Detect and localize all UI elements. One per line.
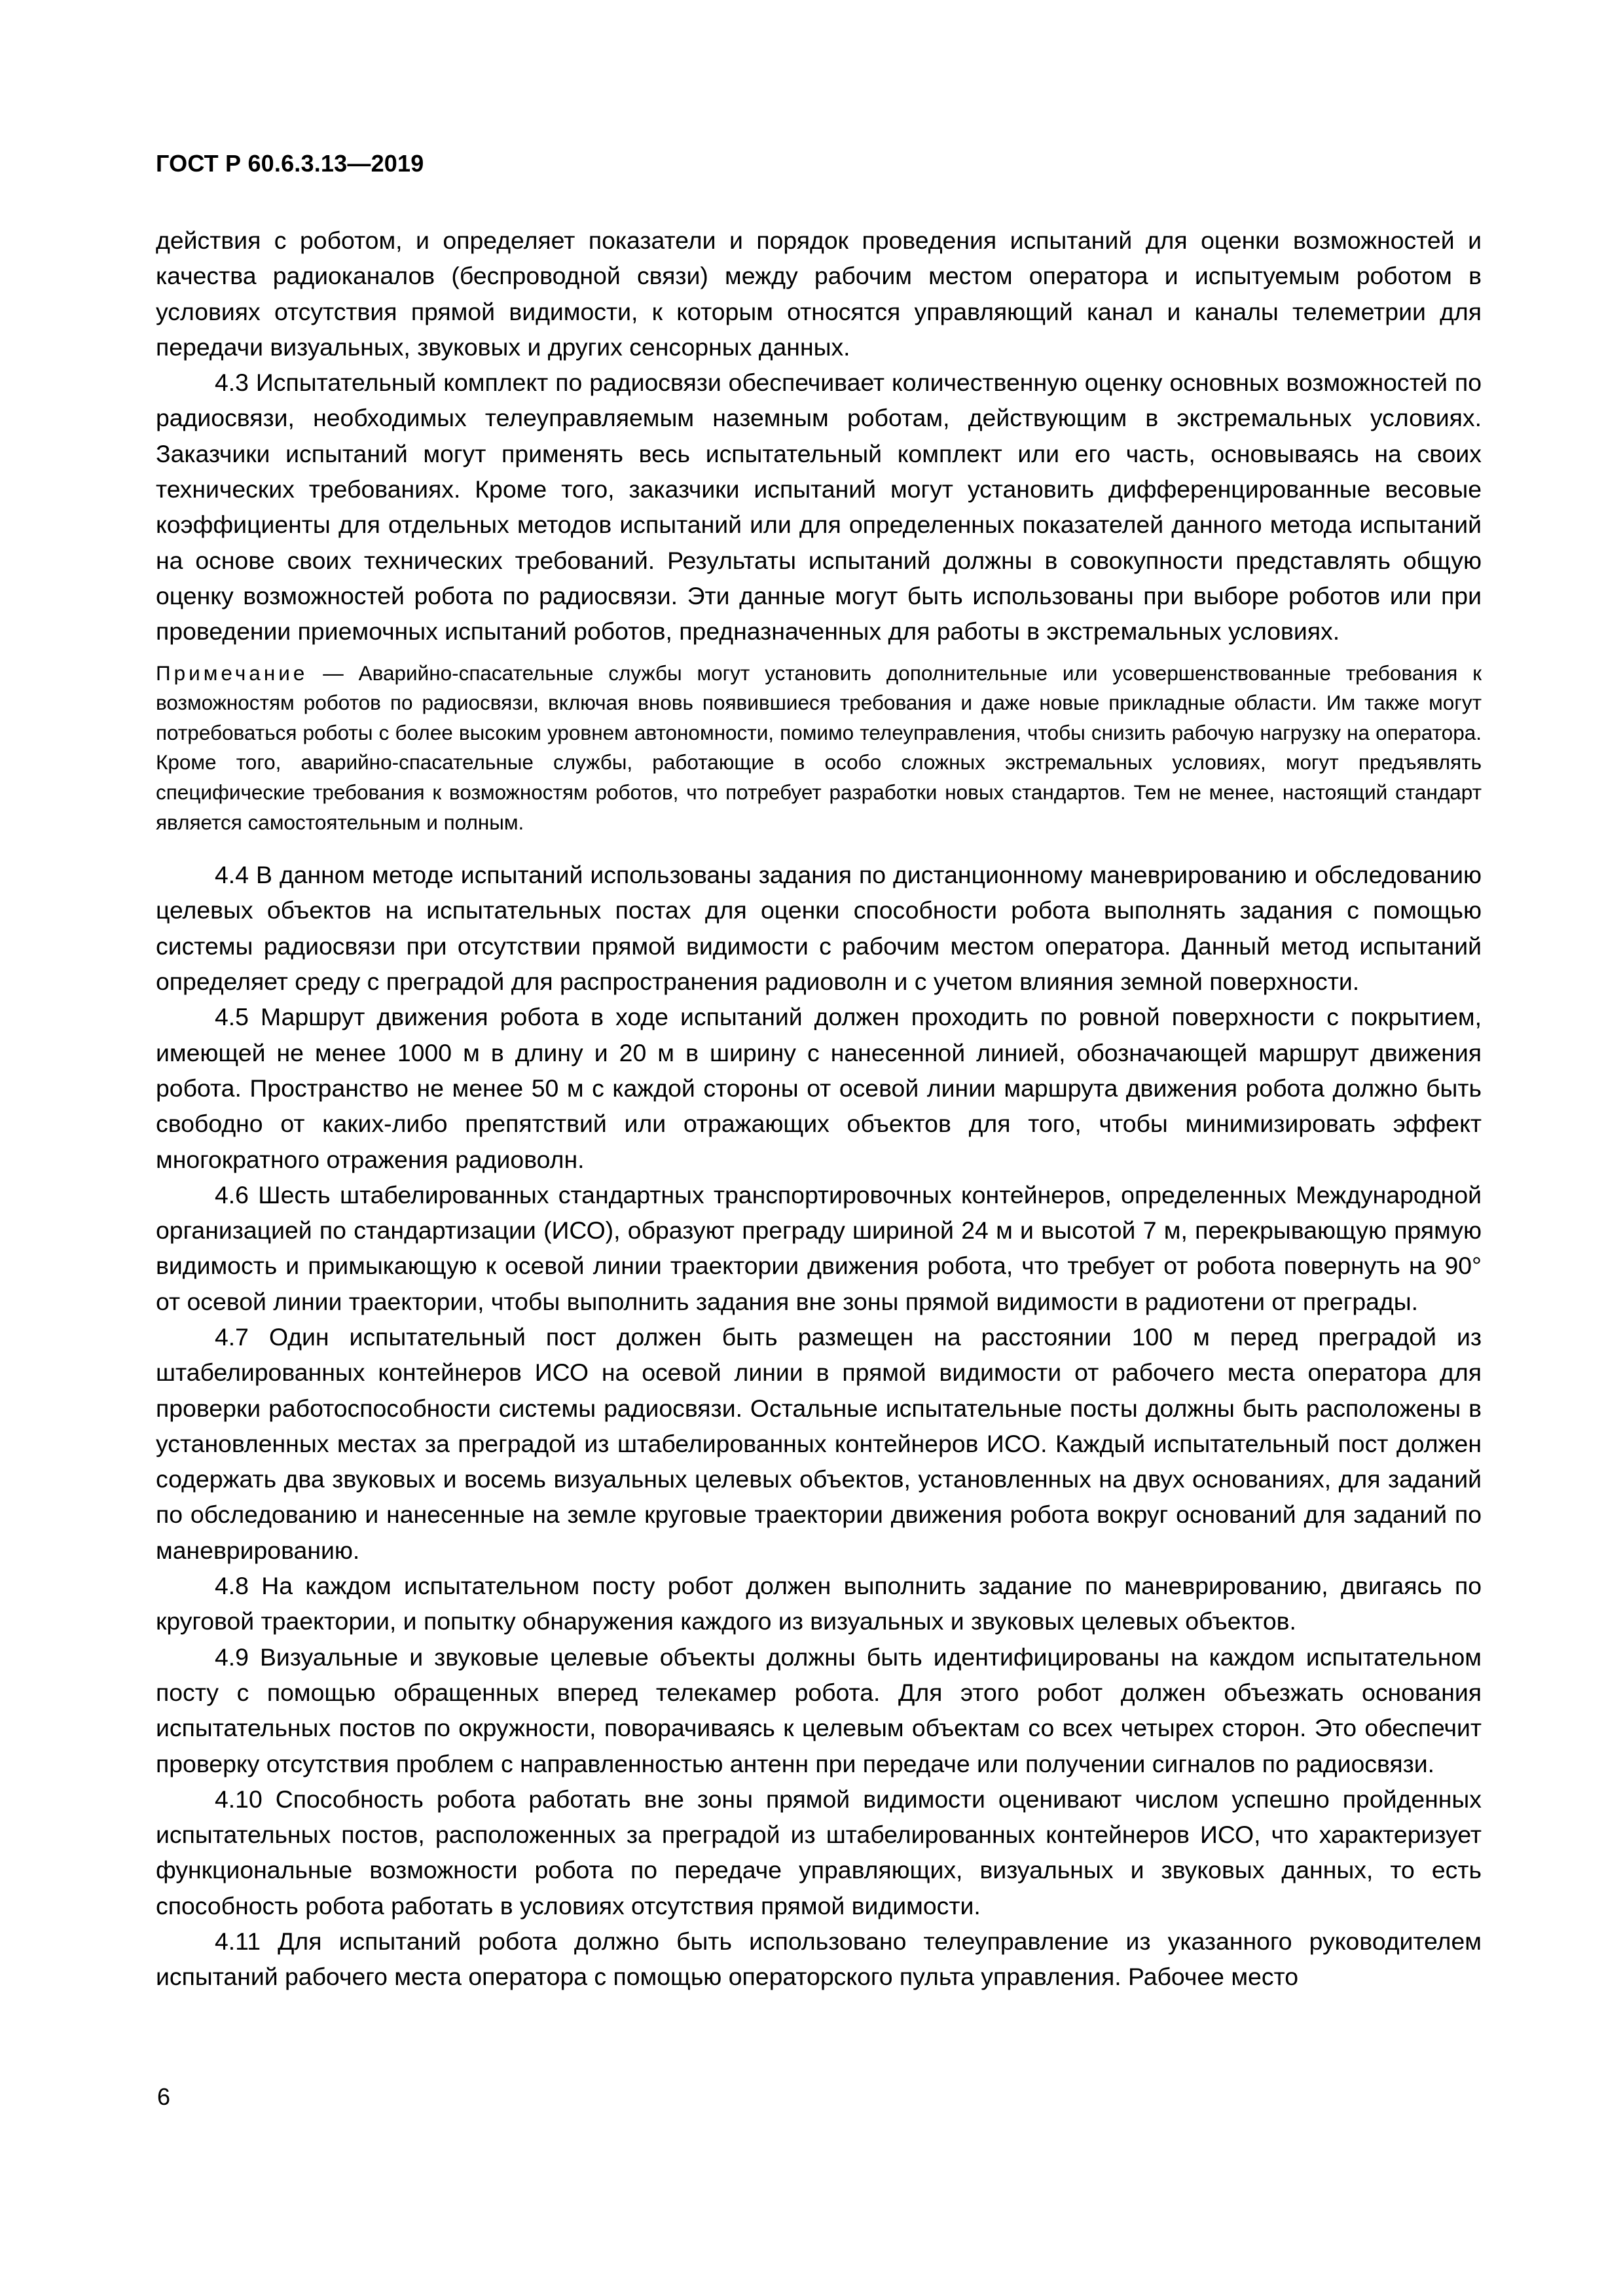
paragraph-4-9: 4.9 Визуальные и звуковые целевые объекты должны быть идентифицированы на каждом испытательном посту с помощью обращенных вперед телекамер робота. Для этого робот должен объезжать основания испытательных постов по окружности, поворачиваясь к целевым объектам со всех четырех сторон. Это обеспечит проверку отсутствия проблем с направленностью антенн при передаче или получении сигналов по радиосвязи. [156,1643,1482,1777]
paragraph-4-4: 4.4 В данном методе испытаний использованы задания по дистанционному маневрированию и обследованию целевых объектов на испытательных постах для оценки способности робота выполнять задания с помощью системы радиосвязи при отсутствии прямой видимости с рабочим местом оператора. Данный метод испытаний определяет среду с преградой для распространения радиоволн и с учетом влияния земной поверхности. [156,861,1482,996]
document-body [156,223,1482,1995]
note-block [156,659,1482,838]
paragraph-4-11: 4.11 Для испытаний робота должно быть использовано телеуправление из указанного руководителем испытаний рабочего места оператора с помощью операторского пульта управления. Рабочее место [156,1927,1482,1991]
paragraph-4-10: 4.10 Способность робота работать вне зоны прямой видимости оценивают числом успешно пройденных испытательных постов, расположенных за преградой из штабелированных контейнеров ИСО, что характеризует функциональные возможности робота по передаче управляющих, визуальных и звуковых данных, то есть способность робота работать в условиях отсутствия прямой видимости. [156,1785,1482,1920]
paragraph-continuation: действия с роботом, и определяет показатели и порядок проведения испытаний для оценки возможностей и качества радиоканалов (беспроводной связи) между рабочим местом оператора и испытуемым роботом в условиях отсутствия прямой видимости, к которым относятся управляющий канал и каналы телеметрии для передачи визуальных, звуковых и других сенсорных данных. [156,227,1482,361]
paragraph-4-8: 4.8 На каждом испытательном посту робот должен выполнить задание по маневрированию, двигаясь по круговой траектории, и попытку обнаружения каждого из визуальных и звуковых целевых объектов. [156,1572,1482,1635]
document-code-header: ГОСТ Р 60.6.3.13—2019 [156,150,424,177]
note-label: Примечание [156,661,308,685]
paragraph-4-3: 4.3 Испытательный комплект по радиосвязи обеспечивает количественную оценку основных возможностей по радиосвязи, необходимых телеуправляемым наземным роботам, действующим в экстремальных условиях. Заказчики испытаний могут применять весь испытательный комплект или его часть, основываясь на своих технических требованиях. Кроме того, заказчики испытаний могут установить дифференцированные весовые коэффициенты для отдельных методов испытаний или для определенных показателей данного метода испытаний на основе своих технических требований. Результаты испытаний должны в совокупности представлять общую оценку возможностей робота по радиосвязи. Эти данные могут быть использованы при выборе роботов или при проведении приемочных испытаний роботов, предназначенных для работы в экстремальных условиях. [156,369,1482,646]
page-number: 6 [157,2083,171,2110]
paragraph-4-6: 4.6 Шесть штабелированных стандартных транспортировочных контейнеров, определенных Международной организацией по стандартизации (ИСО), образуют преграду шириной 24 м и высотой 7 м, перекрывающую прямую видимость и примыкающую к осевой линии траектории движения робота, что требует от робота повернуть на 90° от осевой линии траектории, чтобы выполнить задания вне зоны прямой видимости в радиотени от преграды. [156,1180,1482,1315]
note-text: — Аварийно-спасательные службы могут установить дополнительные или усовершенствованные требования к возможностям роботов по радиосвязи, включая вновь появившиеся требования и даже новые прикладные области. Им также могут потребоваться роботы с более высоким уровнем автономности, помимо телеуправления, чтобы снизить рабочую нагрузку на оператора. Кроме того, аварийно-спасательные службы, работающие в особо сложных экстремальных условиях, могут предъявлять специфические требования к возможностям роботов, что потребует разработки новых стандартов. Тем не менее, настоящий стандарт является самостоятельным и полным. [156,661,1482,834]
paragraph-4-7: 4.7 Один испытательный пост должен быть размещен на расстоянии 100 м перед преградой из штабелированных контейнеров ИСО на осевой линии в прямой видимости от рабочего места оператора для проверки работоспособности системы радиосвязи. Остальные испытательные посты должны быть расположены в установленных местах за преградой из штабелированных контейнеров ИСО. Каждый испытательный пост должен содержать два звуковых и восемь визуальных целевых объектов, установленных на двух основаниях, для заданий по обследованию и нанесенные на земле круговые траектории движения робота вокруг оснований для заданий по маневрированию. [156,1322,1482,1564]
paragraph-4-5: 4.5 Маршрут движения робота в ходе испытаний должен проходить по ровной поверхности с покрытием, имеющей не менее 1000 м в длину и 20 м в ширину с нанесенной линией, обозначающей маршрут движения робота. Пространство не менее 50 м с каждой стороны от осевой линии маршрута движения робота должно быть свободно от каких-либо препятствий или отражающих объектов для того, чтобы минимизировать эффект многократного отражения радиоволн. [156,1003,1482,1173]
